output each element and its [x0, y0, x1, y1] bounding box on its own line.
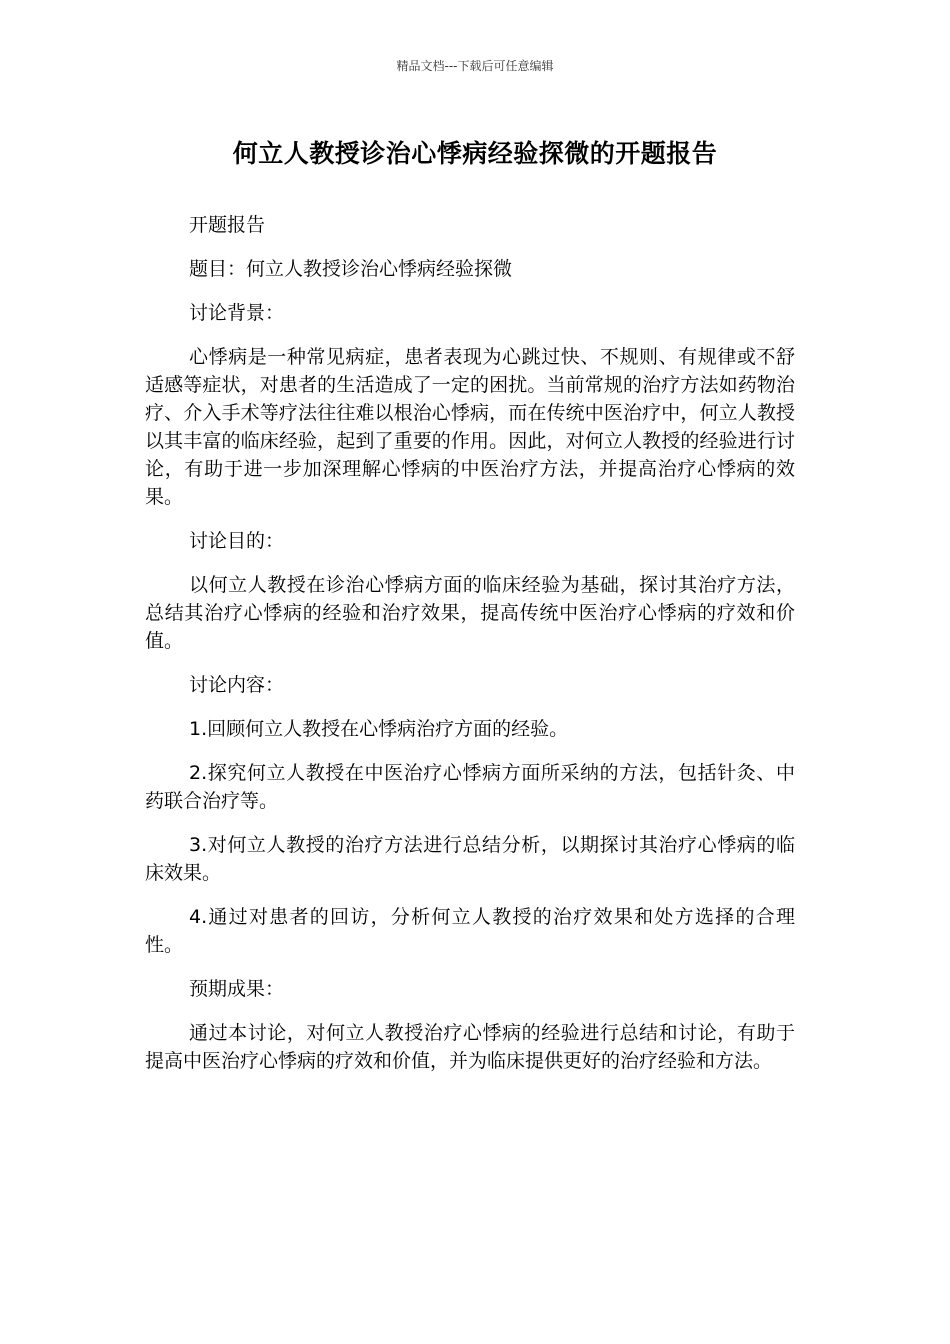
content-item-1: 1.回顾何立人教授在心悸病治疗方面的经验。 — [189, 718, 569, 740]
section-heading-purpose: 讨论目的： — [189, 530, 285, 552]
content-item-4: 4.通过对患者的回访，分析何立人教授的治疗效果和处方选择的合理性。 — [145, 906, 795, 956]
label-report: 开题报告 — [189, 214, 266, 236]
paragraph-expected: 通过本讨论，对何立人教授治疗心悸病的经验进行总结和讨论，有助于提高中医治疗心悸病的疗效和价值，并为临床提供更好的治疗经验和方法。 — [145, 1022, 795, 1072]
section-heading-background: 讨论背景： — [189, 302, 285, 324]
label-topic: 题目：何立人教授诊治心悸病经验探微 — [189, 258, 513, 280]
content-item-2: 2.探究何立人教授在中医治疗心悸病方面所采纳的方法，包括针灸、中药联合治疗等。 — [145, 762, 795, 812]
document-body — [145, 211, 795, 1091]
content-item-3: 3.对何立人教授的治疗方法进行总结分析，以期探讨其治疗心悸病的临床效果。 — [145, 834, 795, 884]
document-title: 何立人教授诊治心悸病经验探微的开题报告 — [232, 139, 718, 168]
section-heading-content: 讨论内容： — [189, 674, 285, 696]
paragraph-background: 心悸病是一种常见病症，患者表现为心跳过快、不规则、有规律或不舒适感等症状，对患者的生活造成了一定的困扰。当前常规的治疗方法如药物治疗、介入手术等疗法往往难以根治心悸病，而在传统中医治疗中，何立人教授以其丰富的临床经验，起到了重要的作用。因此，对何立人教授的经验进行讨论，有助于进一步加深理解心悸病的中医治疗方法，并提高治疗心悸病的效果。 — [145, 346, 795, 508]
section-heading-expected: 预期成果： — [189, 978, 285, 1000]
header-note: 精品文档---下载后可任意编辑 — [396, 59, 554, 73]
paragraph-purpose: 以何立人教授在诊治心悸病方面的临床经验为基础，探讨其治疗方法，总结其治疗心悸病的经验和治疗效果，提高传统中医治疗心悸病的疗效和价值。 — [145, 574, 795, 652]
